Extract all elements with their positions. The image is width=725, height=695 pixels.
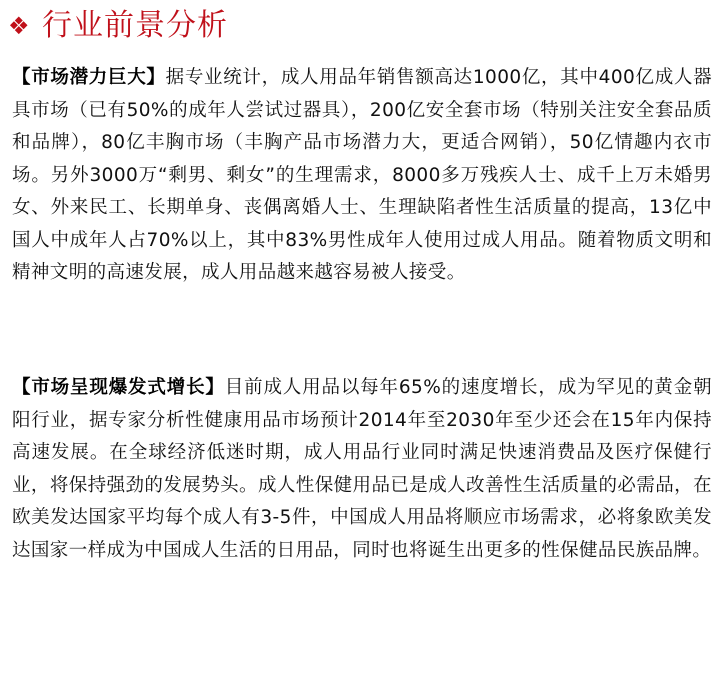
diamond-cluster-icon: ❖	[8, 12, 30, 40]
section-body: 据专业统计，成人用品年销售额高达1000亿，其中400亿成人器具市场（已有50%的成年人尝试过器具），200亿安全套市场（特别关注安全套品质和品牌），80亿丰胸市场（丰胸产品市场潜力大，更适合网销），50亿情趣内衣市场。另外3000万“剩男、剩女”的生理需求，8000多万残疾人士、成千上万未婚男女、外来民工、长期单身、丧偶离婚人士、生理缺陷者性生活质量的提高，13亿中国人中成年人占70%以上，其中83%男性成年人使用过成人用品。随着物质文明和精神文明的高速发展，成人用品越来越容易被人接受。	[12, 67, 712, 283]
section-body: 目前成人用品以每年65%的速度增长，成为罕见的黄金朝阳行业，据专家分析性健康用品市场预计2014年至2030年至少还会在15年内保持高速发展。在全球经济低迷时期，成人用品行业同时满足快速消费品及医疗保健行业，将保持强劲的发展势头。成人性保健用品已是成人改善性生活质量的必需品，在欧美发达国家平均每个成人有3-5件，中国成人用品将顺应市场需求，必将象欧美发达国家一样成为中国成人生活的日用品，同时也将诞生出更多的性保健品民族品牌。	[12, 377, 712, 561]
section-market-growth	[12, 372, 712, 567]
page-title: 行业前景分析	[42, 8, 228, 43]
section-heading: 【市场呈现爆发式增长】	[12, 377, 225, 398]
title-row	[8, 6, 228, 46]
section-heading: 【市场潜力巨大】	[12, 67, 166, 88]
section-market-potential	[12, 62, 712, 290]
